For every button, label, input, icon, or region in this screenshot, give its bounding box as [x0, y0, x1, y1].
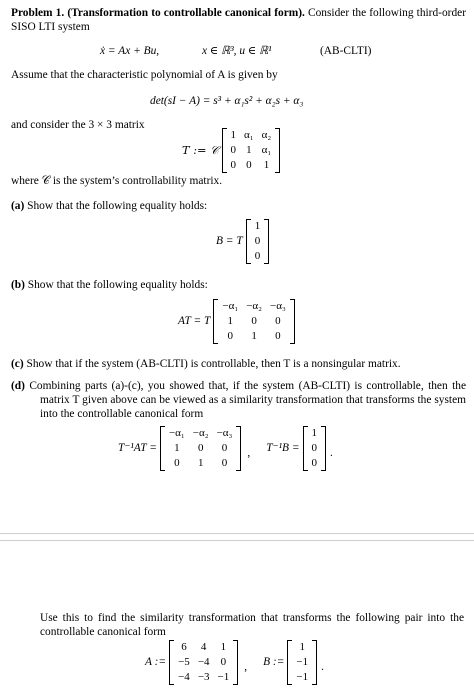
part-d-matrix-cell: 0: [197, 441, 204, 454]
part-d-lhs1: T⁻¹AT =: [118, 441, 157, 454]
final-A-matrix-table: [174, 640, 233, 685]
part-d-comma: ,: [247, 446, 251, 459]
part-b-matrix-cell: 0: [251, 314, 257, 327]
T-lhs: T := 𝒞: [182, 142, 219, 157]
T-definition: [182, 128, 280, 173]
problem-title: (Transformation to controllable canonical form).: [67, 7, 305, 19]
T-matrix-row: [227, 158, 276, 173]
T-matrix-cell: 0: [230, 143, 237, 156]
part-b-equation: [178, 299, 295, 344]
part-a-vector-cell: 0: [254, 249, 261, 262]
part-b-matrix-cell: 0: [275, 314, 281, 327]
part-a-vector-cell: 0: [254, 234, 261, 247]
part-d-matrix-row: [165, 441, 236, 456]
part-d-text: Combining parts (a)-(c), you showed that, if the system (AB-CLTI) is controllable, then the matrix T given above can be viewed as a similarity transformation that transforms the system into the controllable canonical form: [29, 380, 466, 420]
part-b-prompt: [11, 279, 466, 293]
problem-intro-text: Consider the following third-order SISO LTI system: [11, 7, 466, 33]
final-A-matrix-row: [174, 640, 233, 655]
part-d-matrix-cell: 1: [174, 441, 180, 454]
final-A-matrix-cell: 1: [220, 640, 227, 653]
final-A-matrix-cell: −3: [197, 670, 210, 683]
part-a-lhs: B = T: [216, 234, 243, 247]
T-matrix-table: [227, 128, 276, 173]
part-b-lhs: AT = T: [178, 314, 211, 327]
part-d-prompt: [11, 380, 466, 422]
part-d-vector-cell: 0: [311, 441, 318, 454]
part-d-label: (d): [11, 380, 25, 392]
final-B-vector-table: [292, 640, 312, 685]
part-d-vector-row: [308, 456, 322, 471]
final-equations: [145, 640, 324, 685]
part-b-matrix-row: [218, 329, 289, 344]
T-matrix-row: [227, 128, 276, 143]
part-b-matrix-cell: −α₁: [222, 299, 239, 312]
final-B-vector: [287, 640, 317, 685]
final-B-vector-row: [292, 655, 312, 670]
final-A-matrix-row: [174, 655, 233, 670]
part-a-prompt: [11, 200, 466, 214]
part-b-label: (b): [11, 279, 25, 291]
part-d-matrix-cell: −α₂: [192, 426, 209, 439]
part-d-matrix: [160, 426, 241, 471]
part-d-matrix-cell: 0: [174, 456, 180, 469]
part-d-lhs2: T⁻¹B =: [266, 441, 300, 454]
part-d-matrix-cell: 0: [221, 456, 228, 469]
final-B-vector-cell: −1: [296, 670, 309, 683]
part-d-matrix-cell: 1: [197, 456, 204, 469]
part-b-matrix: [213, 299, 294, 344]
part-a-vector: [246, 219, 270, 264]
problem-intro: [11, 7, 466, 35]
part-d-vector-cell: 1: [311, 426, 318, 439]
part-a-vector-row: [251, 249, 265, 264]
part-d-matrix-cell: −α₁: [168, 426, 185, 439]
final-B-vector-row: [292, 670, 312, 685]
final-comma: ,: [244, 660, 248, 673]
equation-tag: (AB-CLTI): [320, 45, 372, 57]
final-B-vector-cell: 1: [299, 640, 306, 653]
separator-line: [0, 540, 474, 541]
part-a-text: Show that the following equality holds:: [27, 200, 208, 212]
part-d-vector-row: [308, 426, 322, 441]
T-matrix-cell: α₁: [261, 143, 272, 156]
final-text: Use this to find the similarity transformation that transforms the following pair into the controllable canonical form: [40, 612, 464, 638]
problem-heading: Problem 1.: [11, 7, 65, 19]
T-matrix-cell: α₂: [261, 128, 272, 141]
final-A-matrix-cell: −4: [197, 655, 210, 668]
part-d-matrix-row: [165, 456, 236, 471]
consider-text: and consider the 3 × 3 matrix: [11, 119, 145, 131]
part-d-matrix-row: [165, 426, 236, 441]
part-b-matrix-cell: 1: [227, 314, 234, 327]
part-b-matrix-cell: 0: [275, 329, 281, 342]
final-A-matrix-cell: −1: [217, 670, 230, 683]
charpoly-equation: det(sI − A) = s³ + α₁s² + α₂s + α₃: [150, 95, 304, 107]
part-d-equations: [118, 426, 333, 471]
final-B-vector-cell: −1: [296, 655, 309, 668]
part-b-matrix-cell: −α₃: [270, 299, 286, 312]
T-matrix-cell: 1: [263, 158, 270, 171]
where-text: where 𝒞 is the system’s controllability matrix.: [11, 175, 223, 187]
final-A-matrix-cell: −4: [178, 670, 190, 683]
system-lhs: ẋ = Ax + Bu,: [100, 45, 160, 57]
part-d-vector: [303, 426, 327, 471]
T-matrix-row: [227, 143, 276, 158]
T-matrix-cell: 0: [230, 158, 237, 171]
part-d-matrix-cell: −α₃: [216, 426, 233, 439]
part-d-matrix-cell: 0: [221, 441, 228, 454]
part-c-label: (c): [11, 358, 24, 370]
part-a-vector-table: [251, 219, 265, 264]
part-a-vector-cell: 1: [254, 219, 261, 232]
final-A-matrix-cell: −5: [178, 655, 190, 668]
T-matrix-cell: 1: [246, 143, 252, 156]
final-A-matrix-cell: 0: [220, 655, 227, 668]
final-A-matrix-cell: 6: [181, 640, 187, 653]
part-b-text: Show that the following equality holds:: [27, 279, 208, 291]
part-c-prompt: [11, 358, 466, 372]
part-a-label: (a): [11, 200, 25, 212]
T-matrix-cell: 0: [246, 158, 252, 171]
assume-text: Assume that the characteristic polynomial of A is given by: [11, 69, 278, 81]
part-d-matrix-table: [165, 426, 236, 471]
part-d-vector-table: [308, 426, 322, 471]
part-d-vector-cell: 0: [311, 456, 318, 469]
part-d-period: .: [330, 446, 333, 459]
final-B-vector-row: [292, 640, 312, 655]
part-b-matrix-row: [218, 299, 289, 314]
part-b-matrix-table: [218, 299, 289, 344]
part-b-matrix-cell: 1: [251, 329, 257, 342]
T-matrix-cell: 1: [230, 128, 237, 141]
part-d-vector-row: [308, 441, 322, 456]
part-b-matrix-cell: 0: [227, 329, 234, 342]
final-A-matrix-cell: 4: [200, 640, 207, 653]
final-A-matrix-row: [174, 670, 233, 685]
final-period: .: [321, 660, 324, 673]
T-matrix: [222, 128, 281, 173]
final-A-matrix: [169, 640, 238, 685]
part-b-matrix-cell: −α₂: [246, 299, 263, 312]
final-lhsB: B :=: [263, 655, 285, 668]
separator-line: [0, 533, 474, 534]
part-a-vector-row: [251, 234, 265, 249]
part-c-text: Show that if the system (AB-CLTI) is controllable, then T is a nonsingular matrix.: [26, 358, 401, 370]
part-b-matrix-row: [218, 314, 289, 329]
part-a-vector-row: [251, 219, 265, 234]
final-lhsA: A :=: [145, 655, 167, 668]
system-equation: [100, 45, 460, 59]
part-a-equation: [216, 219, 269, 264]
system-domain: x ∈ ℝ³, u ∈ ℝ¹: [202, 45, 272, 57]
T-matrix-cell: α₁: [244, 128, 254, 141]
